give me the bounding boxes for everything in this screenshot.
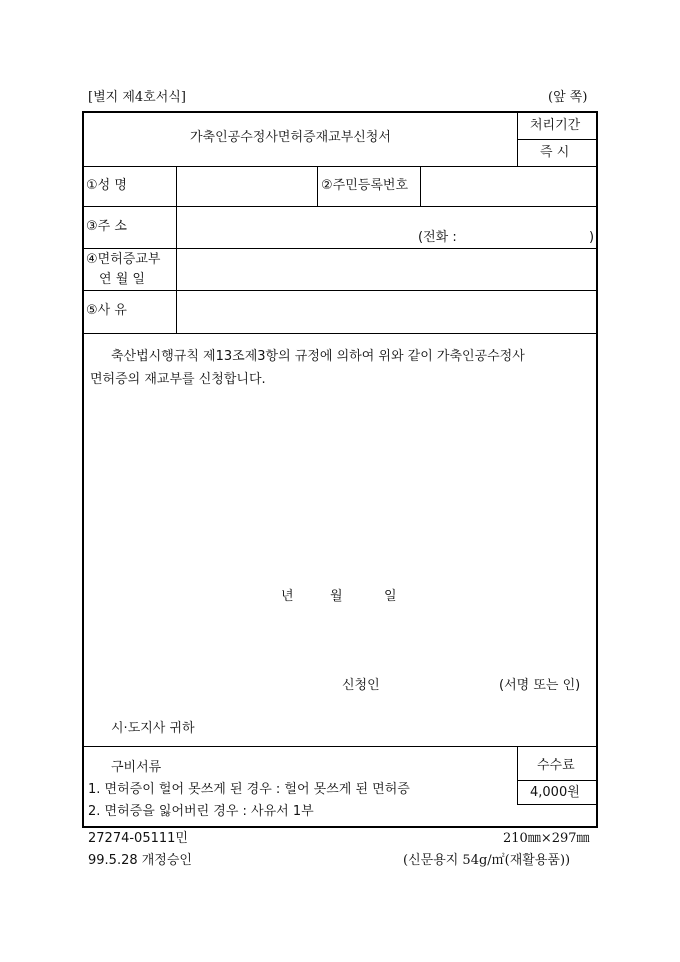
fee-value: 4,000원 xyxy=(530,785,580,800)
applicant-label: 신청인 xyxy=(342,678,380,693)
fee-label: 수수료 xyxy=(537,758,575,773)
documents-title: 구비서류 xyxy=(111,760,162,775)
resident-number-label: ②주민등록번호 xyxy=(321,178,409,193)
addressee: 시·도지사 귀하 xyxy=(111,721,195,736)
processing-mid-rule xyxy=(517,139,597,140)
name-label: ①성 명 xyxy=(86,178,127,193)
address-field[interactable] xyxy=(178,208,596,247)
approval-date: 99.5.28 개정승인 xyxy=(88,853,192,868)
form-number: [별지 제4호서식] xyxy=(88,90,186,105)
name-value-divider xyxy=(317,166,318,206)
page-side: (앞 쪽) xyxy=(548,90,588,105)
documents-item-2: 2. 면허증을 잃어버린 경우 : 사유서 1부 xyxy=(88,804,314,819)
processing-period-value: 즉 시 xyxy=(540,145,570,160)
date-month: 월 xyxy=(330,589,343,604)
rule-statement-bottom xyxy=(83,746,597,747)
date-day: 일 xyxy=(384,589,397,604)
reason-field[interactable] xyxy=(178,292,596,332)
issue-date-label-line-2: 연 월 일 xyxy=(99,272,145,287)
statement-line-2: 면허증의 재교부를 신청합니다. xyxy=(90,372,266,387)
issue-date-field[interactable] xyxy=(178,250,596,289)
issue-date-label-line-1: ④면허증교부 xyxy=(86,252,161,267)
paper-size: 210㎜×297㎜ xyxy=(503,831,590,846)
reason-label: ⑤사 유 xyxy=(86,303,127,318)
address-label: ③주 소 xyxy=(86,219,127,234)
resident-number-field[interactable] xyxy=(422,168,596,205)
processing-period-label: 처리기간 xyxy=(530,118,581,133)
signature-label: (서명 또는 인) xyxy=(499,678,581,693)
date-year: 년 xyxy=(281,589,294,604)
documents-item-1: 1. 면허증이 헐어 못쓰게 된 경우 : 헐어 못쓰게 된 면허증 xyxy=(88,782,410,797)
rule-issue-bottom xyxy=(83,290,597,291)
resident-label-divider xyxy=(420,166,421,206)
statement-line-1: 축산법시행규칙 제13조제3항의 규정에 의하여 위와 같이 가축인공수정사 xyxy=(111,349,525,364)
name-field[interactable] xyxy=(178,168,316,205)
fee-label-divider xyxy=(517,746,518,780)
phone-label: (전화 : xyxy=(418,230,457,245)
rule-name-bottom xyxy=(83,206,597,207)
rule-address-bottom xyxy=(83,248,597,249)
phone-close-paren: ) xyxy=(589,230,595,245)
label-column-divider xyxy=(176,166,177,333)
paper-spec: (신문용지 54g/㎡(재활용품)) xyxy=(403,853,571,868)
form-code: 27274-05111민 xyxy=(88,831,188,846)
rule-title-bottom xyxy=(83,166,597,167)
form-title: 가축인공수정사면허증재교부신청서 xyxy=(190,130,391,145)
rule-reason-bottom xyxy=(83,333,597,334)
